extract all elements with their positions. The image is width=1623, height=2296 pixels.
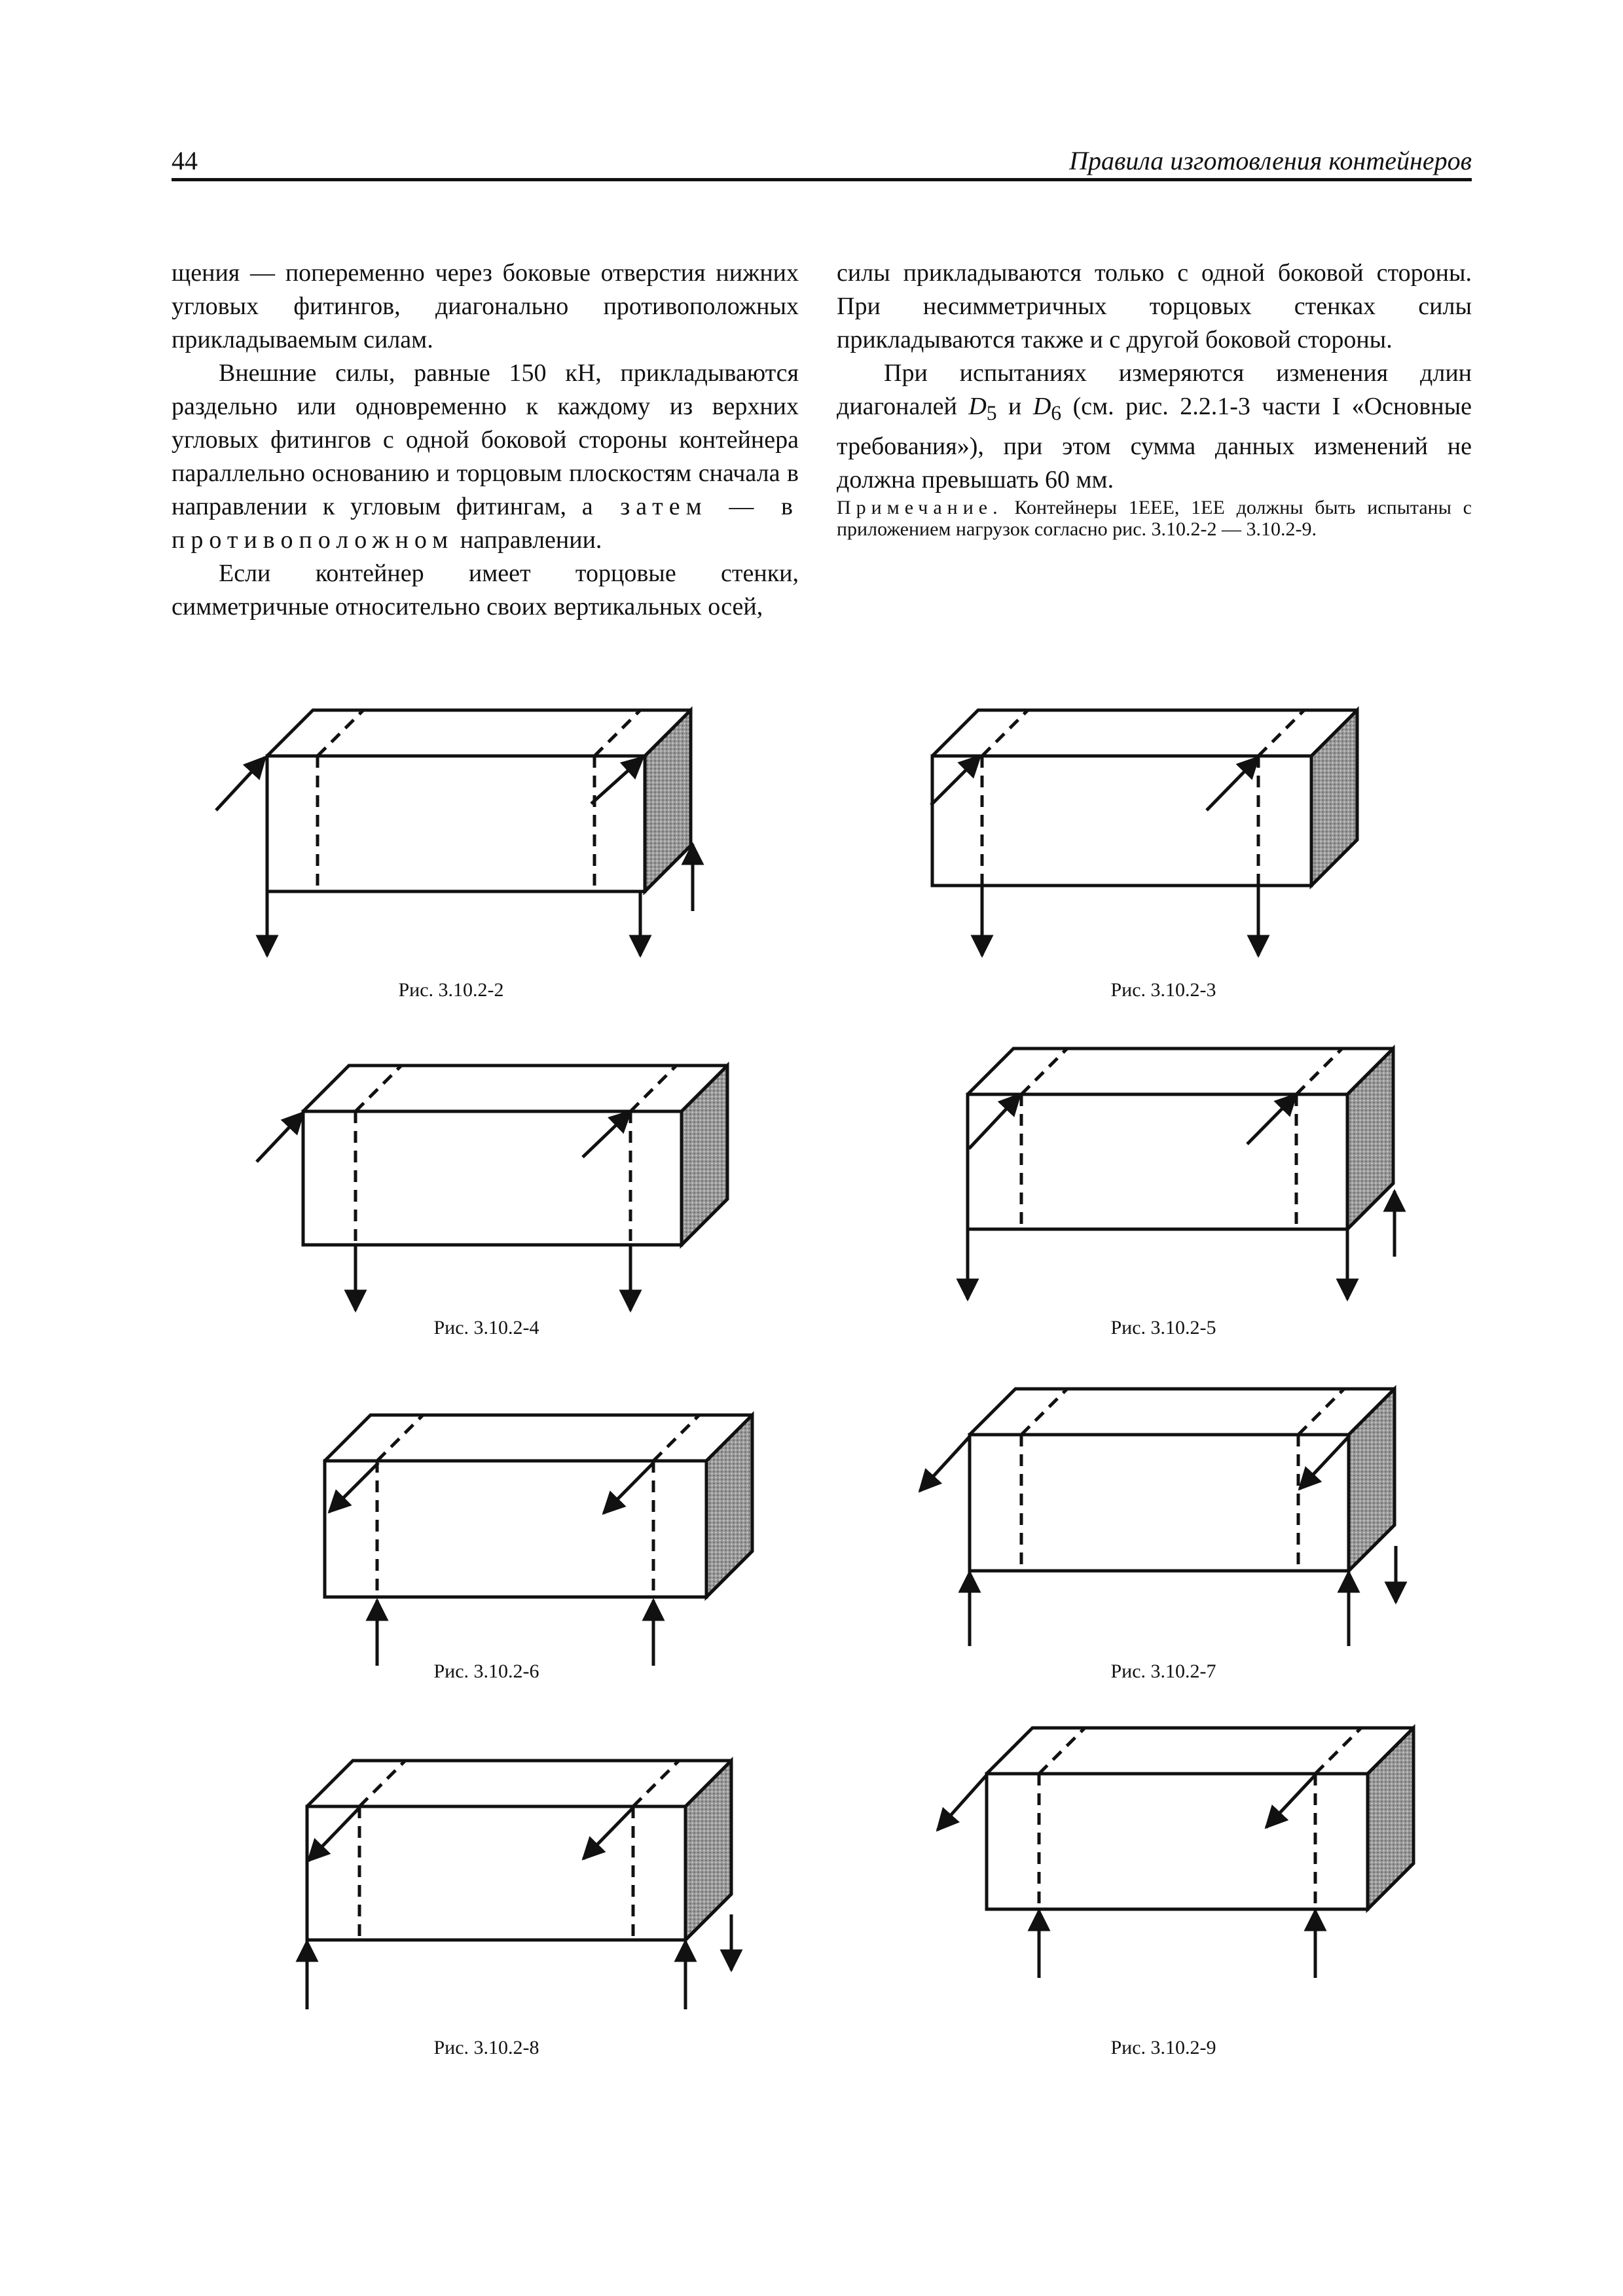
dashed-frame-top-2 bbox=[1298, 1389, 1344, 1435]
dashed-frame-top-1 bbox=[1021, 1389, 1067, 1435]
top-face-outline bbox=[325, 1415, 752, 1597]
top-face-outline bbox=[970, 1389, 1395, 1571]
top-face-outline bbox=[968, 1049, 1393, 1229]
force-arrow-2 bbox=[604, 1463, 653, 1513]
container-figure-6 bbox=[325, 1415, 752, 1666]
force-arrow-1 bbox=[257, 1113, 303, 1162]
container-figure-9 bbox=[938, 1728, 1413, 1978]
caption-fig-9: Рис. 3.10.2-9 bbox=[1110, 2037, 1216, 2058]
top-face-outline bbox=[303, 1066, 727, 1245]
force-arrow-1 bbox=[216, 757, 265, 810]
force-arrow-1 bbox=[920, 1437, 970, 1491]
caption-fig-5: Рис. 3.10.2-5 bbox=[1110, 1317, 1216, 1338]
front-face bbox=[932, 756, 1311, 886]
paragraph-external-forces-end: направлении. bbox=[460, 526, 602, 554]
end-wall-shading bbox=[1349, 1389, 1395, 1571]
measurements-text-c: (см. рис. 2.2.1-3 части I «Основные требования»), при этом сумма данных изменений не должна превышать 60 мм. bbox=[837, 393, 1472, 493]
top-face-outline bbox=[987, 1728, 1413, 1909]
front-face bbox=[303, 1111, 682, 1245]
dashed-frame-top-2 bbox=[1315, 1728, 1361, 1774]
container-figure-5 bbox=[968, 1049, 1395, 1299]
diagonal-d6: D bbox=[1032, 393, 1051, 420]
note-label: Примечание. bbox=[837, 496, 1003, 518]
caption-fig-8: Рис. 3.10.2-8 bbox=[433, 2037, 539, 2058]
container-figure-7 bbox=[920, 1389, 1396, 1646]
running-title: Правила изготовления контейнеров bbox=[1069, 146, 1472, 175]
top-face-outline bbox=[932, 710, 1357, 886]
end-wall-shading bbox=[682, 1066, 727, 1245]
force-arrow-1 bbox=[938, 1775, 987, 1830]
end-wall-shading bbox=[1368, 1728, 1413, 1909]
measurements-text-a: При испытаниях измеряются изменения длин диагоналей bbox=[837, 359, 1472, 420]
dashed-frame-top-1 bbox=[318, 710, 363, 756]
dashed-frame-top-1 bbox=[982, 710, 1028, 756]
front-face bbox=[968, 1094, 1347, 1229]
force-arrow-2 bbox=[583, 1808, 633, 1859]
front-face bbox=[325, 1461, 706, 1597]
force-arrow-2 bbox=[1300, 1437, 1349, 1489]
force-arrow-2 bbox=[1266, 1775, 1315, 1827]
diagonal-d5-sub: 5 bbox=[986, 401, 997, 425]
dashed-frame-top-1 bbox=[377, 1415, 423, 1461]
dashed-frame-top-1 bbox=[356, 1066, 401, 1111]
front-face bbox=[970, 1435, 1349, 1571]
force-arrow-1 bbox=[308, 1808, 359, 1861]
container-figure-8 bbox=[307, 1761, 731, 2009]
force-arrow-2 bbox=[583, 1111, 630, 1157]
dashed-frame-top-1 bbox=[1021, 1049, 1067, 1094]
end-wall-shading bbox=[685, 1761, 731, 1940]
paragraph-external-forces-spaced: а затем — в противоположном bbox=[172, 493, 799, 554]
paragraph-external-forces-text: Внешние силы, равные 150 кН, прикладываются раздельно или одновременно к каждому из верхних угловых фитингов с одной боковой стороны контейнера параллельно основанию и торцовым плоскостям сначала в направлении к угловым фитингам, bbox=[172, 359, 799, 520]
force-arrow-2 bbox=[1207, 757, 1258, 810]
caption-fig-6: Рис. 3.10.2-6 bbox=[433, 1660, 539, 1682]
front-face bbox=[307, 1806, 685, 1940]
end-wall-shading bbox=[1311, 710, 1357, 886]
dashed-frame-top-2 bbox=[1296, 1049, 1342, 1094]
dashed-frame-top-1 bbox=[359, 1761, 405, 1806]
force-arrow-1 bbox=[329, 1463, 378, 1512]
end-wall-shading bbox=[706, 1415, 752, 1597]
dashed-frame-top-2 bbox=[594, 710, 640, 756]
diagonal-d5: D bbox=[968, 393, 987, 420]
dashed-frame-top-2 bbox=[653, 1415, 699, 1461]
note-text: Контейнеры 1ЕЕЕ, 1ЕЕ должны быть испытаны с приложением нагрузок согласно рис. 3.10.2-2 — 3.10.2-9. bbox=[837, 496, 1472, 540]
container-figure-2 bbox=[216, 710, 693, 956]
front-face bbox=[267, 756, 645, 891]
front-face bbox=[987, 1774, 1368, 1909]
end-wall-shading bbox=[1347, 1049, 1393, 1229]
dashed-frame-top-1 bbox=[1039, 1728, 1085, 1774]
force-arrow-1 bbox=[969, 1094, 1020, 1149]
dashed-frame-top-2 bbox=[630, 1066, 676, 1111]
measurements-text-b: и bbox=[996, 393, 1033, 420]
diagonal-d6-sub: 6 bbox=[1051, 401, 1062, 425]
top-face-outline bbox=[307, 1761, 731, 1940]
container-figure-4 bbox=[257, 1066, 727, 1310]
paragraph-one-side: силы прикладываются только с одной боковой стороны. При несимметричных торцовых стенках силы прикладываются также и с другой боковой стороны. bbox=[837, 259, 1472, 353]
top-face-outline bbox=[267, 710, 691, 891]
page-number: 44 bbox=[172, 146, 198, 175]
dashed-frame-top-2 bbox=[1258, 710, 1304, 756]
paragraph-continuation: щения — попеременно через боковые отверстия нижних угловых фитингов, диагонально противоположных прикладываемым силам. bbox=[172, 259, 799, 353]
force-arrow-2 bbox=[1247, 1094, 1296, 1144]
caption-fig-7: Рис. 3.10.2-7 bbox=[1110, 1660, 1216, 1682]
caption-fig-3: Рис. 3.10.2-3 bbox=[1110, 979, 1216, 1001]
caption-fig-4: Рис. 3.10.2-4 bbox=[433, 1317, 539, 1338]
force-arrow-1 bbox=[931, 756, 980, 805]
paragraph-symmetric-walls: Если контейнер имеет торцовые стенки, симметричные относительно своих вертикальных осей, bbox=[172, 560, 799, 620]
caption-fig-2: Рис. 3.10.2-2 bbox=[398, 979, 504, 1001]
end-wall-shading bbox=[645, 710, 691, 891]
container-figure-3 bbox=[931, 710, 1357, 956]
dashed-frame-top-2 bbox=[633, 1761, 679, 1806]
force-arrow-2 bbox=[591, 757, 643, 804]
